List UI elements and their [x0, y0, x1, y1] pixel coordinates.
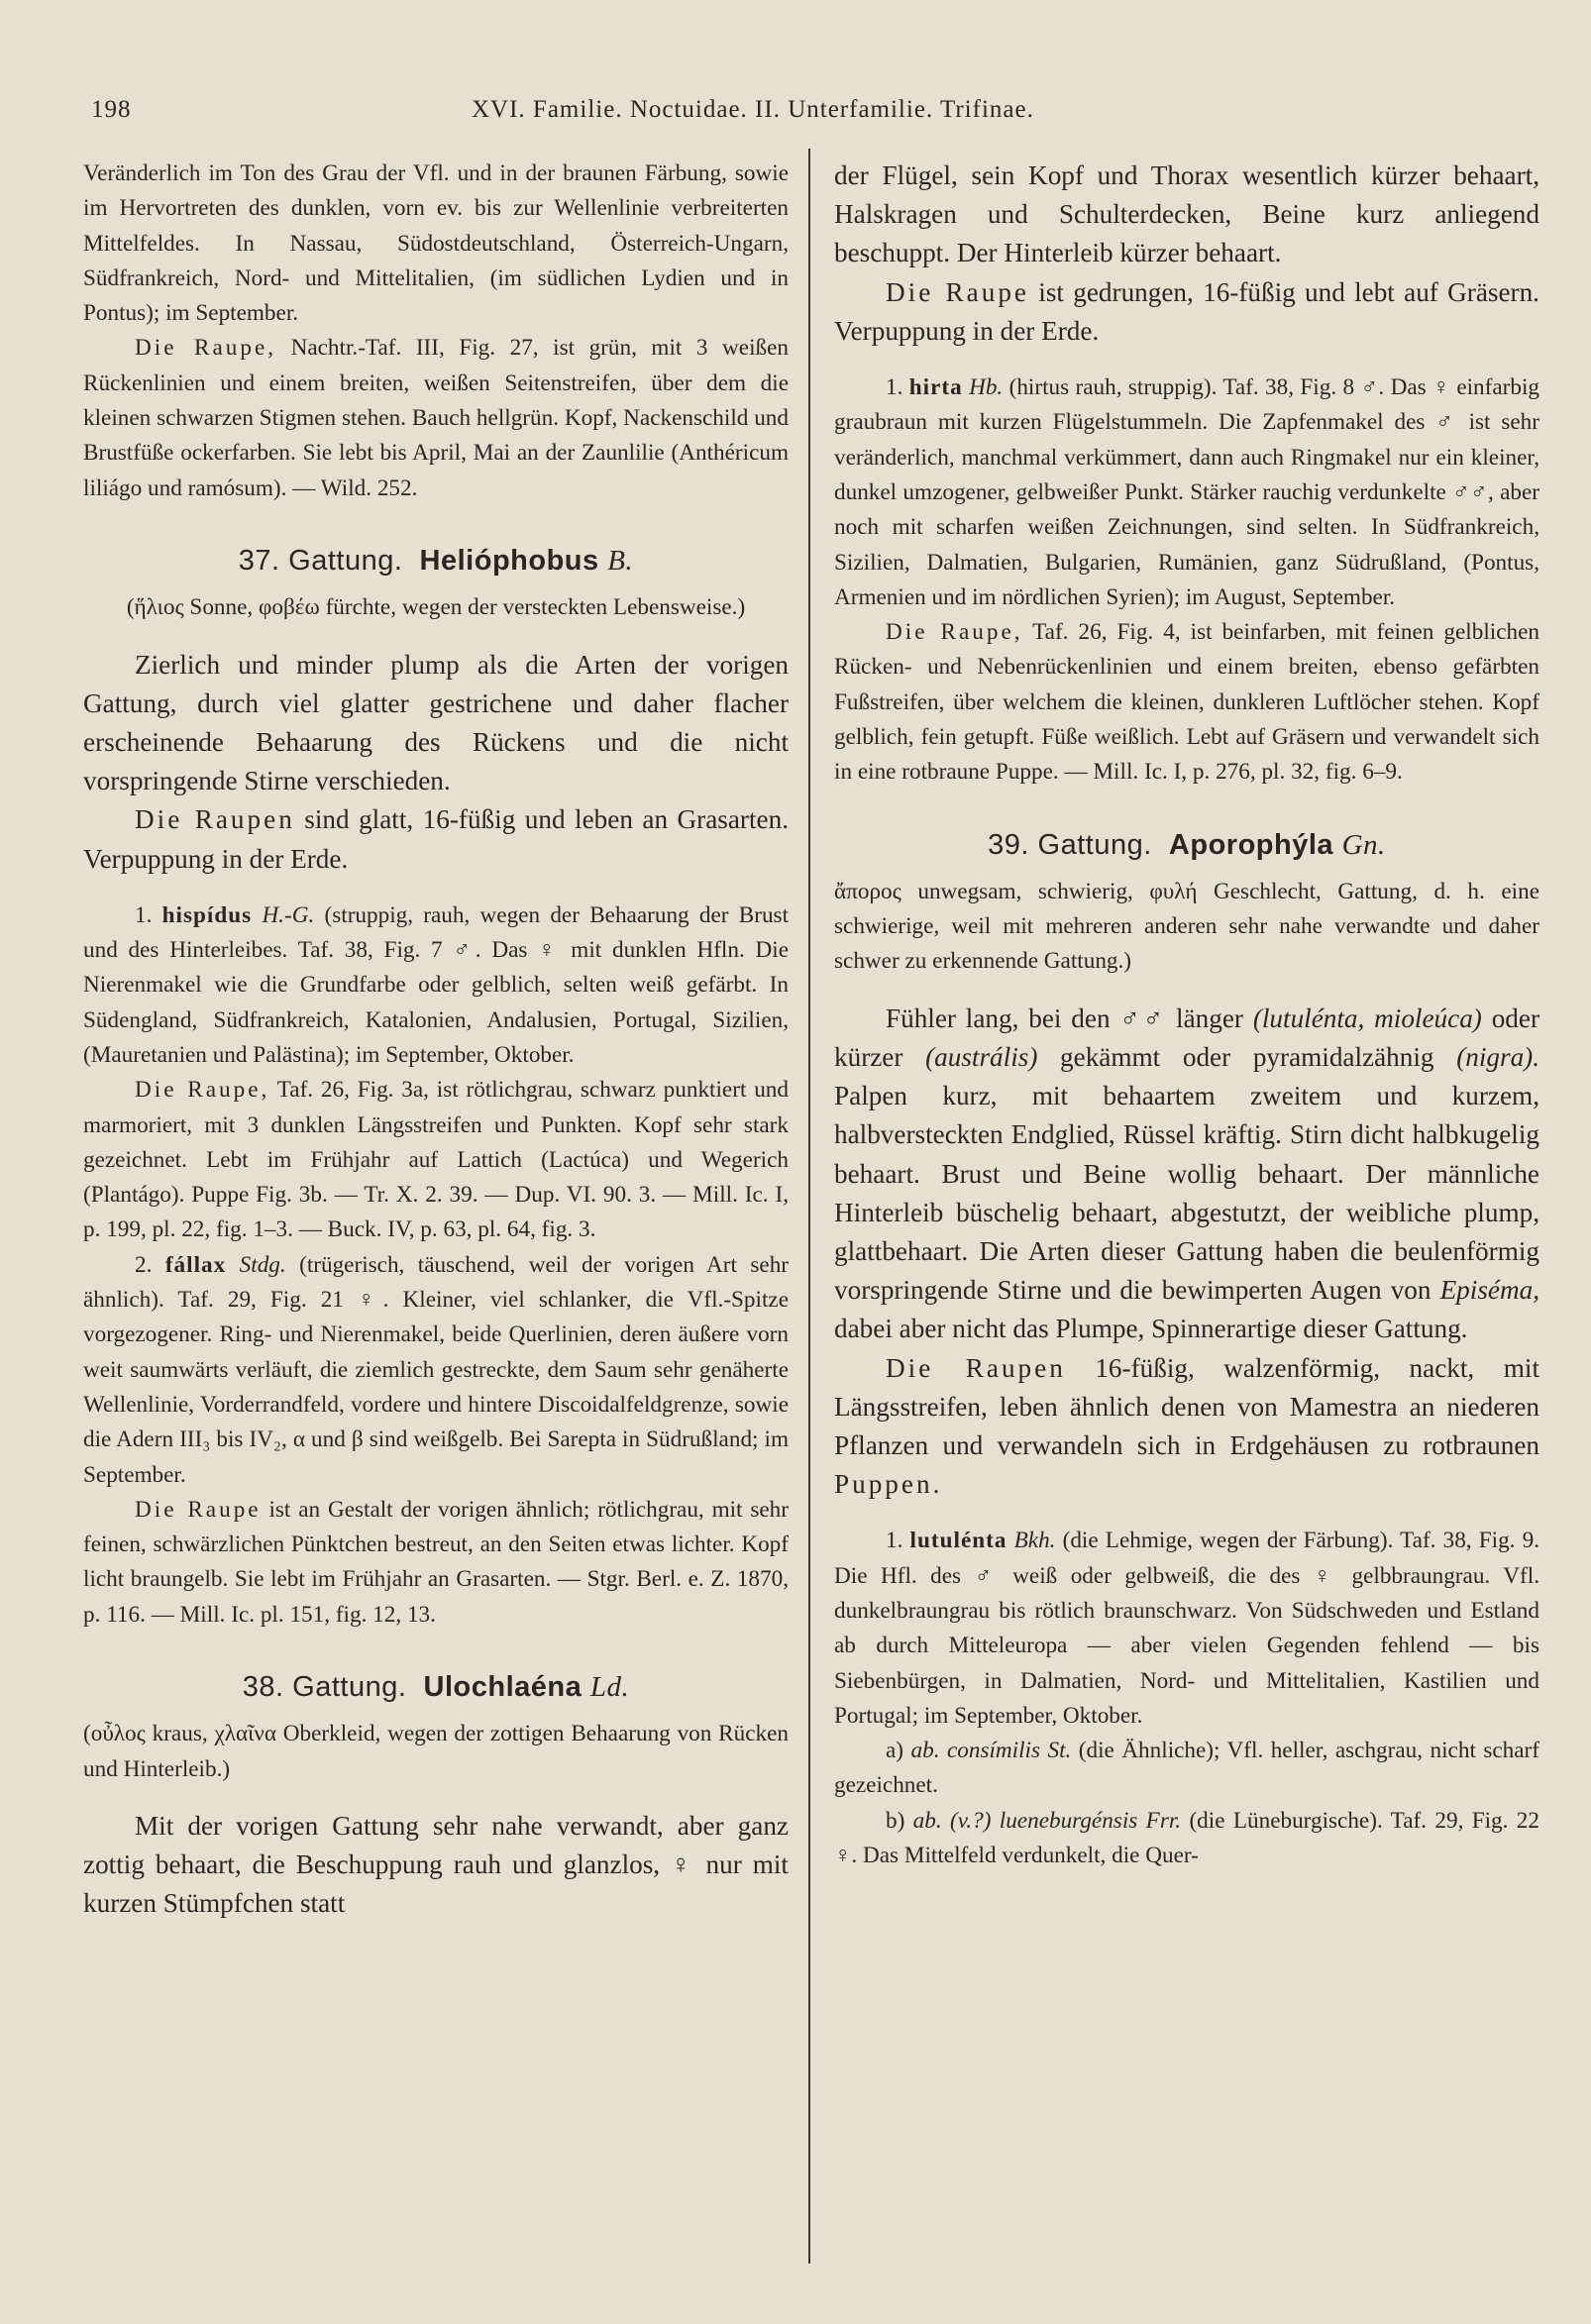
- left-column: [83, 157, 789, 1924]
- species-entry: 2. fállax Stdg. (trügerisch, täuschend, weil der vorigen Art sehr ähnlich). Taf. 29, Fig. 21 ♀. Kleiner, viel schlanker, die Vfl.-Spitze vorgezogener. Ring- und Nierenmakel, beide Querlinien, deren äußere vorn weit saumwärts verläuft, die ziemlich gestreckte, dem Saum sehr genäherte Wellenlinie, Vorderrandfeld, vordere und hintere Discoidalfeldgrenze, sowie die Adern III₃ bis IV₂, α und β sind weißgelb. Bei Sarepta in Südrußland; im September.: [83, 1251, 790, 1488]
- etymology: (οὖλος kraus, χλαῖνα Oberkleid, wegen der zottigen Behaarung von Rücken und Hinterleib.): [83, 1721, 789, 1782]
- paragraph: Die Raupe ist an Gestalt der vorigen ähnlich; rötlichgrau, mit sehr feinen, schwärzlichen Pünktchen bestreut, an den Seiten etwas lichter. Kopf licht braungelb. Sie lebt im Frühjahr an Grasarten. — Stgr. Berl. e. Z. 1870, p. 116. — Mill. Ic. pl. 151, fig. 12, 13.: [83, 1496, 789, 1628]
- paragraph: der Flügel, sein Kopf und Thorax wesentlich kürzer behaart, Halskragen und Schulterdecken, Beine kurz anliegend beschuppt. Der Hinterleib kürzer behaart.: [834, 160, 1539, 268]
- genus-heading: 39. Gattung. Aporophýla Gn.: [988, 828, 1386, 861]
- paragraph: Die Raupen 16-füßig, walzenförmig, nackt, mit Längsstreifen, leben ähnlich denen von Mamestra an niederen Pflanzen und verwandeln sich in Erdgehäusen zu rotbraunen Puppen.: [834, 1352, 1539, 1500]
- paragraph: Veränderlich im Ton des Grau der Vfl. und in der braunen Färbung, sowie im Hervortreten des dunklen, vorn ev. bis zur Wellenlinie verbreiterten Mittelfeldes. In Nassau, Südostdeutschland, Österreich-Ungarn, Südfrankreich, Nord- und Mittelitalien, (im südlichen Lydien und in Pontus); im September.: [83, 160, 789, 327]
- page-header: [89, 94, 1516, 130]
- paragraph: Fühler lang, bei den ♂♂ länger (lutulénta, mioleúca) oder kürzer (austrális) gekämmt oder pyramidalzähnig (nigra). Palpen kurz, mit behaartem zweitem und kurzem, halbversteckten Endglied, Rüssel kräftig. Stirn dicht halbkugelig behaart. Brust und Beine wollig behaart. Der männliche Hinterleib büschelig behaart, abgestutzt, der weibliche plump, glattbehaart. Die Arten dieser Gattung haben die beulenförmig vorspringende Stirne und die bewimperten Augen von Episéma, dabei aber nicht das Plumpe, Spinnerartige dieser Gattung.: [834, 1003, 1540, 1344]
- etymology: ἄπορος unwegsam, schwierig, φυλή Geschlecht, Gattung, d. h. eine schwierige, weil mit mehreren anderen sehr nahe verwandte und daher schwer zu erkennende Gattung.): [834, 878, 1539, 975]
- running-title: XVI. Familie. Noctuidae. II. Unterfamilie. Trifinae.: [472, 96, 1034, 123]
- species-name: fállax: [164, 1251, 227, 1278]
- column-divider: [808, 149, 810, 2264]
- species-entry: 1. lutulénta Bkh. (die Lehmige, wegen der Färbung). Taf. 38, Fig. 9. Die Hfl. des ♂ weiß oder gelbweiß, die des ♀ gelbbraungrau. Vfl. dunkelbraungrau bis rötlich braunschwarz. Von Südschweden und Estland ab durch Mitteleuropa — aber vielen Gegenden fehlend — bis Siebenbürgen, in Dalmatien, Nord- und Mittelitalien, Kastilien und Portugal; im September, Oktober.: [834, 1528, 1540, 1729]
- species-entry: 1. hirta Hb. (hirtus rauh, struppig). Taf. 38, Fig. 8 ♂. Das ♀ einfarbig graubraun mit kurzen Flügelstummeln. Die Zapfenmakel des ♂ ist sehr veränderlich, manchmal verkümmert, dann auch Ringmakel nur ein kleiner, dunkel umzogener, gelbweißer Punkt. Stärker rauchig verdunkelte ♂♂, aber noch mit scharfen weißen Zeichnungen, sind selten. In Südfrankreich, Sizilien, Dalmatien, Bulgarien, Rumänien, ganz Südrußland, (Pontus, Armenien und im nördlichen Syrien); im August, September.: [834, 374, 1540, 610]
- paragraph: Zierlich und minder plump als die Arten der vorigen Gattung, durch viel glatter gestrichene und daher flacher erscheinende Behaarung des Rückens und die nicht vorspringende Stirne verschieden.: [83, 649, 789, 796]
- species-name: lutulénta: [909, 1528, 1008, 1554]
- paragraph: Die Raupe, Nachtr.-Taf. III, Fig. 27, ist grün, mit 3 weißen Rückenlinien und einem breiten, weißen Seitenstreifen, über dem die kleinen schwarzen Stigmen stehen. Bauch hellgrün. Kopf, Nackenschild und Brustfüße ockerfarben. Sie lebt bis April, Mai an der Zaunlilie (Anthéricum liliágo und ramósum). — Wild. 252.: [83, 335, 789, 501]
- right-column: [834, 157, 1539, 1873]
- genus-heading: 38. Gattung. Ulochlaéna Ld.: [242, 1671, 630, 1704]
- paragraph: Die Raupe, Taf. 26, Fig. 4, ist beinfarben, mit feinen gelblichen Rücken- und Nebenrückenlinien und einem breiten, ebenso gefärbten Fußstreifen, über welchem die kleinen, dunkleren Luftlöcher stehen. Kopf gelblich, fein getupft. Füße weißlich. Lebt auf Gräsern und verwandelt sich in eine rotbraune Puppe. — Mill. Ic. I, p. 276, pl. 32, fig. 6–9.: [834, 619, 1539, 786]
- genus-heading: 37. Gattung. Helióphobus B.: [238, 544, 634, 577]
- aberration-entry: b) ab. (v.?) lueneburgénsis Frr. (die Lüneburgische). Taf. 29, Fig. 22 ♀. Das Mittelfeld verdunkelt, die Quer-: [834, 1807, 1539, 1869]
- aberration-entry: a) ab. consímilis St. (die Ähnliche); Vfl. heller, aschgrau, nicht scharf gezeichnet.: [834, 1738, 1540, 1799]
- paragraph: Die Raupe, Taf. 26, Fig. 3a, ist rötlichgrau, schwarz punktiert und marmoriert, mit 3 dunklen Längsstreifen und Punkten. Kopf sehr stark gezeichnet. Lebt im Frühjahr auf Lattich (Lactúca) und Wegerich (Plantágo). Puppe Fig. 3b. — Tr. X. 2. 39. — Dup. VI. 90. 3. — Mill. Ic. I, p. 199, pl. 22, fig. 1–3. — Buck. IV, p. 63, pl. 64, fig. 3.: [83, 1077, 789, 1243]
- species-entry: 1. hispídus H.-G. (struppig, rauh, wegen der Behaarung der Brust und des Hinterleibes. Taf. 38, Fig. 7 ♂. Das ♀ mit dunklen Hfln. Die Nierenmakel wie die Grundfarbe oder gelblich, selten weiß gefärbt. In Südengland, Südfrankreich, Katalonien, Andalusien, Portugal, Sizilien, (Mauretanien und Palästina); im September, Oktober.: [83, 901, 790, 1068]
- species-name: hispídus: [161, 901, 253, 928]
- species-name: hirta: [908, 374, 963, 401]
- etymology: (ἥλιος Sonne, φοβέω fürchte, wegen der versteckten Lebensweise.): [126, 594, 746, 621]
- paragraph: Mit der vorigen Gattung sehr nahe verwandt, aber ganz zottig behaart, die Beschuppung rauh und glanzlos, ♀ nur mit kurzen Stümpfchen statt: [83, 1810, 789, 1919]
- paragraph: Die Raupe ist gedrungen, 16-füßig und lebt auf Gräsern. Verpuppung in der Erde.: [834, 276, 1539, 346]
- paragraph: Die Raupen sind glatt, 16-füßig und leben an Grasarten. Verpuppung in der Erde.: [83, 804, 790, 874]
- page-number: 198: [91, 96, 132, 123]
